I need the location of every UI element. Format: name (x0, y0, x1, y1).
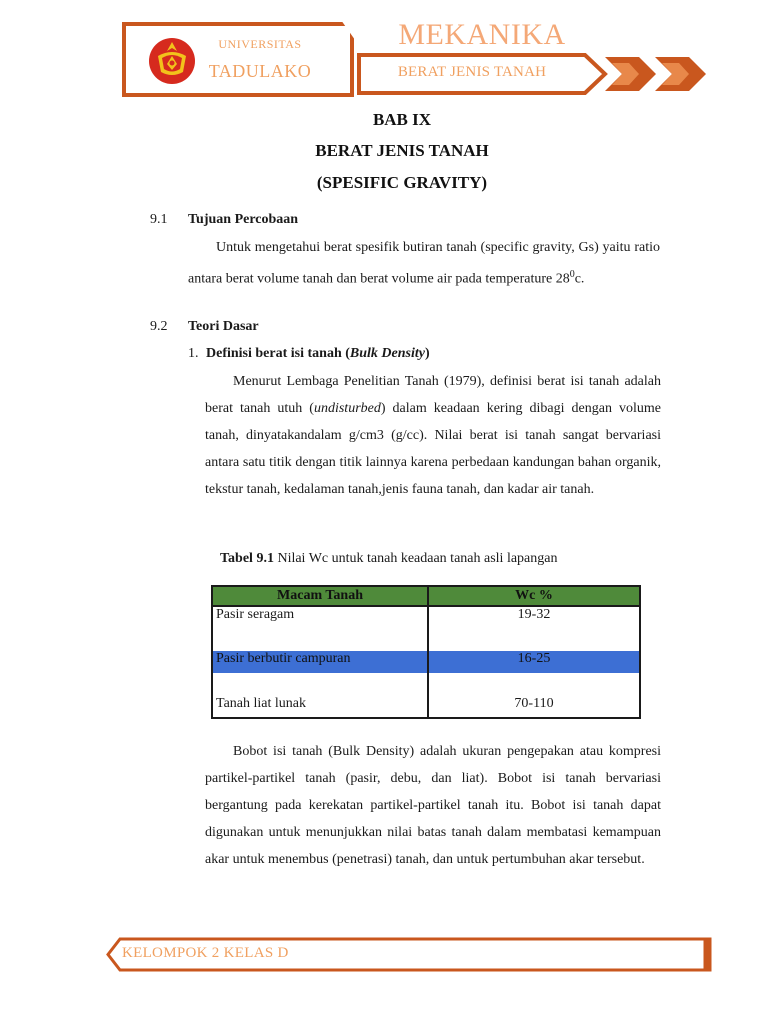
list-item-title: Definisi berat isi tanah (Bulk Density) (206, 346, 430, 361)
university-logo-icon (146, 34, 198, 86)
table-header: Wc % (428, 586, 640, 606)
section-number: 9.2 (150, 319, 168, 334)
table-header: Macam Tanah (212, 586, 428, 606)
section-number: 9.1 (150, 212, 168, 227)
section-title: Tujuan Percobaan (188, 212, 299, 227)
chapter-number: BAB IX (372, 110, 432, 129)
footer-group-label: KELOMPOK 2 KELAS D (122, 945, 289, 961)
course-title: MEKANIKA (398, 18, 566, 51)
bulk-density-paragraph: Menurut Lembaga Penelitian Tanah (1979), definisi berat isi tanah adalah berat tanah utuh (undisturbed) dalam keadaan kering dibagi dengan volume tanah, dinyatakandalam g/cm3 (g/cc). Nilai berat isi tanah sangat bervariasi antara satu titik dengan titik lainnya karena perbedaan kandungan bahan organik, tekstur tanah, kedalaman tanah,jenis fauna tanah, dan kadar air tanah. (205, 374, 661, 497)
university-label: UNIVERSITAS (218, 37, 302, 51)
soil-wc-table (211, 585, 641, 719)
university-name: TADULAKO (208, 61, 312, 81)
bobot-isi-paragraph: Bobot isi tanah (Bulk Density) adalah ukuran pengepakan atau kompresi partikel-partikel tanah (pasir, debu, dan liat). Bobot isi tanah bervariasi bergantung pada kerekatan partikel-partikel tanah itu. Bobot isi tanah dapat digunakan untuk menunjukkan nilai batas tanah dalam membatasi kemampuan akar untuk menembus (penetrasi) tanah, dan untuk pertumbuhan akar tersebut. (205, 744, 661, 867)
table-row: Pasir seragam 19-32 (212, 606, 640, 628)
chapter-title: BERAT JENIS TANAH (315, 141, 489, 160)
table-row-highlighted: Pasir berbutir campuran 16-25 (212, 651, 640, 673)
table-caption: Tabel 9.1 Nilai Wc untuk tanah keadaan tanah asli lapangan (220, 551, 558, 566)
section-paragraph: Untuk mengetahui berat spesifik butiran tanah (specific gravity, Gs) yaitu ratio antara berat volume tanah dan berat volume air pada temperature $28^0c$. (188, 240, 660, 287)
table-row: Tanah liat lunak 70-110 (212, 696, 640, 718)
topic-title: BERAT JENIS TANAH (397, 64, 547, 80)
chapter-subtitle: (SPESIFIC GRAVITY) (316, 173, 488, 192)
section-title: Teori Dasar (188, 319, 259, 334)
list-item-number: 1. (188, 346, 199, 361)
